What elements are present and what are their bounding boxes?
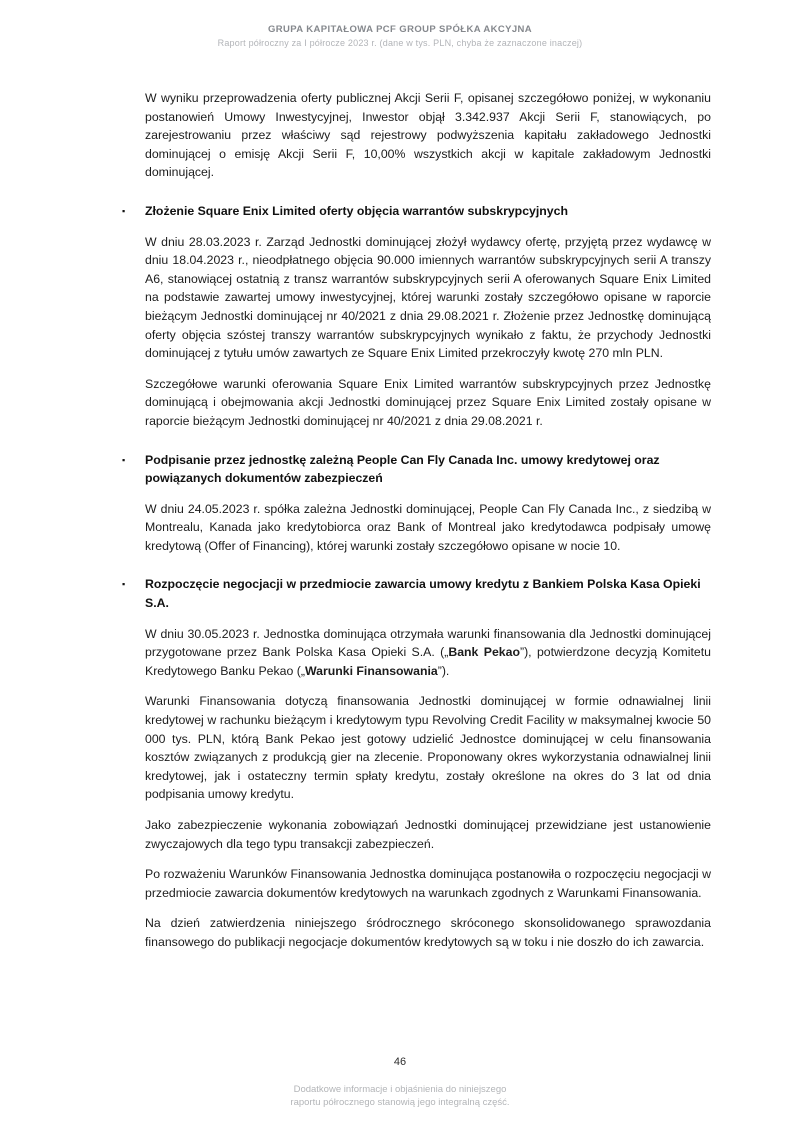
bullet-heading-warrants-offer [122, 202, 711, 221]
bullet-heading-text: Złożenie Square Enix Limited oferty objęcia warrantów subskrypcyjnych [145, 203, 568, 218]
paragraph-credit-line-terms: Warunki Finansowania dotyczą finansowania Jednostki dominującej w formie odnawialnej linii kredytowej w rachunku bieżącym i kredytowym typu Revolving Credit Facility w maksymalnej kwocie 50 000 tys. PLN, którą Bank Pekao jest gotowy udzielić Jednostce dominującej w celu finansowania kosztów związanych z produkcją gier na zlecenie. Proponowany okres wykorzystania odnawialnej linii kredytowej, jak i ostateczny termin spłaty kredytu, zostały określone na okres do 3 lat od dnia podpisania umowy kredytu. [145, 694, 711, 802]
document-body [122, 89, 712, 964]
defined-term-bank-pekao: Bank Pekao [448, 645, 520, 660]
paragraph-collateral: Jako zabezpieczenie wykonania zobowiązań Jednostki dominującej przewidziane jest ustanowienie zwyczajowych dla tego typu transakcji zabezpieczeń. [145, 818, 711, 851]
document-header [0, 24, 800, 48]
text-segment: ”), potwierdzone decyzją Komitetu Kredytowego Banku Pekao („ [145, 645, 712, 678]
page-number: 46 [393, 1056, 407, 1068]
bullet-heading-pekao-negotiations [122, 575, 711, 612]
bullet-square-icon: ▪ [122, 579, 126, 590]
bullet-heading-text: Podpisanie przez jednostkę zależną People Can Fly Canada Inc. umowy kredytowej oraz powiązanych dokumentów zabezpieczeń [145, 452, 660, 486]
text-segment: ”). [437, 663, 450, 678]
bullet-square-icon: ▪ [122, 205, 126, 216]
paragraph-warrants-offer-terms: Szczegółowe warunki oferowania Square Enix Limited warrantów subskrypcyjnych przez Jednostkę dominującą i obejmowania akcji Jednostki dominującej przez Square Enix Limited zostały opisane w raporcie bieżącym Jednostki dominującej nr 40/2021 z dnia 29.08.2021 r. [145, 376, 711, 428]
defined-term-warunki-finansowania: Warunki Finansowania [304, 663, 438, 678]
bullet-section-credit-agreement [122, 451, 711, 556]
paragraph-negotiations-decision: Po rozważeniu Warunków Finansowania Jednostka dominująca postanowiła o rozpoczęciu negocjacji w przedmiocie zawarcia dokumentów kredytowych na warunkach zgodnych z Warunkami Finansowania. [145, 867, 711, 900]
bullet-section-pekao-negotiations [122, 575, 712, 951]
company-name: GRUPA KAPITAŁOWA PCF GROUP SPÓŁKA AKCYJNA [267, 24, 533, 35]
paragraph-financing-terms [145, 625, 711, 681]
bullet-heading-credit-agreement [122, 451, 711, 488]
paragraph-warrants-offer-details: W dniu 28.03.2023 r. Zarząd Jednostki dominującej złożył wydawcy ofertę, przyjętą przez wydawcę w dniu 18.04.2023 r., nieodpłatnego objęcia 90.000 imiennych warrantów subskrypcyjnych serii A transzy A6, stanowiącej ostatnią z transz warrantów subskrypcyjnych serii A oferowanych Square Enix Limited na podstawie zawartej umowy inwestycyjnej, której warunki zostały szczegółowo opisane w raporcie bieżącym Jednostki dominującej nr 40/2021 z dnia 29.08.2021 r. Złożenie przez Jednostkę dominującą oferty objęcia szóstej transzy warrantów subskrypcyjnych wynikało z faktu, że przychody Jednostki dominującej z tytułu umów zawartych ze Square Enix Limited przekroczyły kwotę 270 mln PLN. [145, 234, 711, 361]
paragraph-intro: W wyniku przeprowadzenia oferty publicznej Akcji Serii F, opisanej szczegółowo poniżej, w wykonaniu postanowień Umowy Inwestycyjnej, Inwestor objął 3.342.937 Akcji Serii F, stanowiących, po zarejestrowaniu przez właściwy sąd rejestrowy podwyższenia kapitału zakładowego Jednostki dominującej o emisję Akcji Serii F, 10,00% wszystkich akcji w kapitale zakładowym Jednostki dominującej. [145, 91, 711, 180]
report-subtitle: Raport półroczny za I półrocze 2023 r. (dane w tys. PLN, chyba że zaznaczone inaczej) [217, 38, 583, 48]
bullet-square-icon: ▪ [122, 454, 126, 465]
footer-note-line2: raportu półrocznego stanowią jego integralną część. [290, 1097, 510, 1108]
bullet-section-warrants-offer [122, 202, 711, 431]
text-segment: W dniu 30.05.2023 r. Jednostka dominująca otrzymała warunki finansowania dla Jednostki dominującej przygotowane przez Bank Polska Kasa Opieki S.A. („ [145, 626, 711, 660]
footer-note [0, 1083, 800, 1109]
footer-note-line1: Dodatkowe informacje i objaśnienia do niniejszego [293, 1084, 507, 1095]
paragraph-negotiations-status: Na dzień zatwierdzenia niniejszego śródrocznego skróconego skonsolidowanego sprawozdania finansowego do publikacji negocjacje dokumentów kredytowych są w toku i nie doszło do ich zawarcia. [145, 916, 711, 949]
paragraph-credit-agreement-details: W dniu 24.05.2023 r. spółka zależna Jednostki dominującej, People Can Fly Canada Inc., z siedzibą w Montrealu, Kanada jako kredytobiorca oraz Bank of Montreal jako kredytodawca podpisały umowę kredytową (Offer of Financing), której warunki zostały szczegółowo opisane w nocie 10. [145, 501, 711, 553]
bullet-heading-text: Rozpoczęcie negocjacji w przedmiocie zawarcia umowy kredytu z Bankiem Polska Kasa Opieki S.A. [145, 577, 701, 611]
